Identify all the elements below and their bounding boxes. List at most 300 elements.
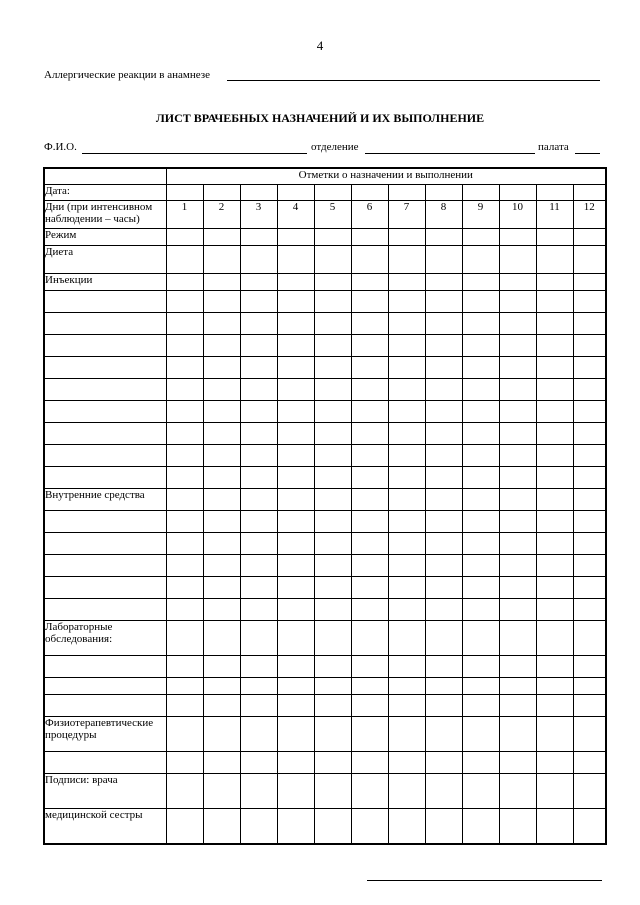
mark-cell[interactable]: [277, 808, 314, 844]
mark-cell[interactable]: [203, 228, 240, 245]
mark-cell[interactable]: [166, 488, 203, 510]
mark-cell[interactable]: [166, 620, 203, 655]
mark-cell[interactable]: [573, 466, 606, 488]
mark-cell[interactable]: [536, 716, 573, 751]
mark-cell[interactable]: [425, 334, 462, 356]
mark-cell[interactable]: [388, 620, 425, 655]
mark-cell[interactable]: [425, 751, 462, 773]
date-cell[interactable]: [499, 184, 536, 200]
mark-cell[interactable]: [351, 532, 388, 554]
mark-cell[interactable]: [314, 400, 351, 422]
mark-cell[interactable]: [203, 422, 240, 444]
mark-cell[interactable]: [351, 576, 388, 598]
mark-cell[interactable]: [388, 716, 425, 751]
mark-cell[interactable]: [277, 598, 314, 620]
mark-cell[interactable]: [462, 245, 499, 273]
mark-cell[interactable]: [203, 488, 240, 510]
ward-line[interactable]: [575, 153, 600, 154]
mark-cell[interactable]: [462, 466, 499, 488]
entry-name-cell[interactable]: [44, 312, 166, 334]
mark-cell[interactable]: [314, 554, 351, 576]
mark-cell[interactable]: [203, 598, 240, 620]
mark-cell[interactable]: [425, 655, 462, 677]
mark-cell[interactable]: [166, 228, 203, 245]
mark-cell[interactable]: [351, 334, 388, 356]
mark-cell[interactable]: [314, 245, 351, 273]
mark-cell[interactable]: [351, 400, 388, 422]
mark-cell[interactable]: [499, 312, 536, 334]
mark-cell[interactable]: [240, 228, 277, 245]
mark-cell[interactable]: [425, 808, 462, 844]
mark-cell[interactable]: [388, 290, 425, 312]
mark-cell[interactable]: [351, 312, 388, 334]
mark-cell[interactable]: [277, 677, 314, 694]
mark-cell[interactable]: [388, 312, 425, 334]
mark-cell[interactable]: [462, 334, 499, 356]
mark-cell[interactable]: [166, 532, 203, 554]
mark-cell[interactable]: [314, 334, 351, 356]
mark-cell[interactable]: [573, 677, 606, 694]
mark-cell[interactable]: [573, 510, 606, 532]
mark-cell[interactable]: [573, 694, 606, 716]
mark-cell[interactable]: [240, 716, 277, 751]
mark-cell[interactable]: [314, 620, 351, 655]
entry-name-cell[interactable]: [44, 400, 166, 422]
mark-cell[interactable]: [462, 576, 499, 598]
mark-cell[interactable]: [573, 356, 606, 378]
mark-cell[interactable]: [166, 378, 203, 400]
mark-cell[interactable]: [277, 655, 314, 677]
mark-cell[interactable]: [314, 576, 351, 598]
mark-cell[interactable]: [536, 488, 573, 510]
mark-cell[interactable]: [462, 598, 499, 620]
mark-cell[interactable]: [166, 400, 203, 422]
mark-cell[interactable]: [536, 576, 573, 598]
mark-cell[interactable]: [462, 751, 499, 773]
mark-cell[interactable]: [425, 290, 462, 312]
mark-cell[interactable]: [499, 444, 536, 466]
mark-cell[interactable]: [499, 554, 536, 576]
mark-cell[interactable]: [351, 466, 388, 488]
mark-cell[interactable]: [314, 356, 351, 378]
mark-cell[interactable]: [240, 532, 277, 554]
mark-cell[interactable]: [573, 620, 606, 655]
mark-cell[interactable]: [203, 466, 240, 488]
mark-cell[interactable]: [536, 773, 573, 808]
mark-cell[interactable]: [203, 356, 240, 378]
mark-cell[interactable]: [573, 655, 606, 677]
mark-cell[interactable]: [536, 466, 573, 488]
mark-cell[interactable]: [277, 751, 314, 773]
mark-cell[interactable]: [536, 228, 573, 245]
mark-cell[interactable]: [573, 716, 606, 751]
mark-cell[interactable]: [203, 677, 240, 694]
mark-cell[interactable]: [351, 378, 388, 400]
mark-cell[interactable]: [277, 356, 314, 378]
mark-cell[interactable]: [240, 488, 277, 510]
mark-cell[interactable]: [573, 532, 606, 554]
date-cell[interactable]: [314, 184, 351, 200]
mark-cell[interactable]: [462, 422, 499, 444]
mark-cell[interactable]: [203, 334, 240, 356]
mark-cell[interactable]: [425, 773, 462, 808]
mark-cell[interactable]: [499, 422, 536, 444]
mark-cell[interactable]: [166, 334, 203, 356]
entry-name-cell[interactable]: [44, 334, 166, 356]
mark-cell[interactable]: [277, 773, 314, 808]
mark-cell[interactable]: [462, 510, 499, 532]
mark-cell[interactable]: [499, 576, 536, 598]
mark-cell[interactable]: [499, 773, 536, 808]
mark-cell[interactable]: [240, 773, 277, 808]
entry-name-cell[interactable]: [44, 677, 166, 694]
mark-cell[interactable]: [166, 773, 203, 808]
mark-cell[interactable]: [277, 576, 314, 598]
mark-cell[interactable]: [462, 312, 499, 334]
mark-cell[interactable]: [462, 228, 499, 245]
mark-cell[interactable]: [425, 576, 462, 598]
mark-cell[interactable]: [388, 773, 425, 808]
mark-cell[interactable]: [351, 694, 388, 716]
mark-cell[interactable]: [277, 378, 314, 400]
mark-cell[interactable]: [573, 245, 606, 273]
mark-cell[interactable]: [388, 677, 425, 694]
mark-cell[interactable]: [314, 312, 351, 334]
mark-cell[interactable]: [351, 245, 388, 273]
entry-name-cell[interactable]: [44, 655, 166, 677]
mark-cell[interactable]: [203, 694, 240, 716]
mark-cell[interactable]: [203, 273, 240, 290]
mark-cell[interactable]: [425, 356, 462, 378]
mark-cell[interactable]: [166, 598, 203, 620]
mark-cell[interactable]: [166, 808, 203, 844]
mark-cell[interactable]: [203, 655, 240, 677]
mark-cell[interactable]: [240, 422, 277, 444]
mark-cell[interactable]: [314, 773, 351, 808]
mark-cell[interactable]: [351, 677, 388, 694]
mark-cell[interactable]: [573, 773, 606, 808]
mark-cell[interactable]: [277, 290, 314, 312]
entry-name-cell[interactable]: [44, 554, 166, 576]
mark-cell[interactable]: [351, 356, 388, 378]
mark-cell[interactable]: [314, 290, 351, 312]
mark-cell[interactable]: [277, 466, 314, 488]
mark-cell[interactable]: [240, 554, 277, 576]
mark-cell[interactable]: [314, 694, 351, 716]
mark-cell[interactable]: [388, 422, 425, 444]
mark-cell[interactable]: [425, 273, 462, 290]
mark-cell[interactable]: [536, 620, 573, 655]
mark-cell[interactable]: [351, 716, 388, 751]
mark-cell[interactable]: [240, 273, 277, 290]
mark-cell[interactable]: [573, 488, 606, 510]
mark-cell[interactable]: [388, 488, 425, 510]
mark-cell[interactable]: [499, 694, 536, 716]
date-cell[interactable]: [536, 184, 573, 200]
mark-cell[interactable]: [425, 677, 462, 694]
mark-cell[interactable]: [462, 554, 499, 576]
date-cell[interactable]: [573, 184, 606, 200]
mark-cell[interactable]: [314, 510, 351, 532]
mark-cell[interactable]: [425, 245, 462, 273]
mark-cell[interactable]: [166, 245, 203, 273]
mark-cell[interactable]: [314, 716, 351, 751]
mark-cell[interactable]: [425, 422, 462, 444]
mark-cell[interactable]: [314, 378, 351, 400]
mark-cell[interactable]: [462, 655, 499, 677]
mark-cell[interactable]: [240, 510, 277, 532]
mark-cell[interactable]: [536, 290, 573, 312]
mark-cell[interactable]: [388, 694, 425, 716]
mark-cell[interactable]: [536, 378, 573, 400]
mark-cell[interactable]: [166, 554, 203, 576]
mark-cell[interactable]: [277, 488, 314, 510]
mark-cell[interactable]: [351, 554, 388, 576]
mark-cell[interactable]: [462, 400, 499, 422]
mark-cell[interactable]: [536, 400, 573, 422]
mark-cell[interactable]: [203, 290, 240, 312]
mark-cell[interactable]: [536, 554, 573, 576]
mark-cell[interactable]: [203, 751, 240, 773]
entry-name-cell[interactable]: [44, 444, 166, 466]
mark-cell[interactable]: [573, 751, 606, 773]
mark-cell[interactable]: [240, 400, 277, 422]
mark-cell[interactable]: [388, 245, 425, 273]
entry-name-cell[interactable]: [44, 576, 166, 598]
mark-cell[interactable]: [462, 773, 499, 808]
mark-cell[interactable]: [462, 694, 499, 716]
mark-cell[interactable]: [499, 245, 536, 273]
department-line[interactable]: [365, 153, 535, 154]
mark-cell[interactable]: [499, 532, 536, 554]
mark-cell[interactable]: [536, 312, 573, 334]
mark-cell[interactable]: [240, 245, 277, 273]
mark-cell[interactable]: [462, 808, 499, 844]
mark-cell[interactable]: [166, 466, 203, 488]
date-cell[interactable]: [351, 184, 388, 200]
mark-cell[interactable]: [388, 334, 425, 356]
mark-cell[interactable]: [499, 751, 536, 773]
mark-cell[interactable]: [536, 694, 573, 716]
mark-cell[interactable]: [499, 356, 536, 378]
mark-cell[interactable]: [388, 576, 425, 598]
mark-cell[interactable]: [277, 716, 314, 751]
mark-cell[interactable]: [536, 598, 573, 620]
mark-cell[interactable]: [277, 620, 314, 655]
mark-cell[interactable]: [351, 510, 388, 532]
mark-cell[interactable]: [277, 245, 314, 273]
mark-cell[interactable]: [277, 444, 314, 466]
mark-cell[interactable]: [499, 677, 536, 694]
mark-cell[interactable]: [240, 576, 277, 598]
mark-cell[interactable]: [536, 532, 573, 554]
mark-cell[interactable]: [388, 444, 425, 466]
date-cell[interactable]: [203, 184, 240, 200]
mark-cell[interactable]: [462, 716, 499, 751]
mark-cell[interactable]: [166, 655, 203, 677]
entry-name-cell[interactable]: [44, 290, 166, 312]
mark-cell[interactable]: [536, 334, 573, 356]
mark-cell[interactable]: [351, 290, 388, 312]
mark-cell[interactable]: [314, 532, 351, 554]
mark-cell[interactable]: [425, 444, 462, 466]
mark-cell[interactable]: [351, 751, 388, 773]
entry-name-cell[interactable]: [44, 378, 166, 400]
entry-name-cell[interactable]: [44, 356, 166, 378]
mark-cell[interactable]: [425, 400, 462, 422]
mark-cell[interactable]: [277, 694, 314, 716]
mark-cell[interactable]: [388, 378, 425, 400]
mark-cell[interactable]: [425, 466, 462, 488]
date-cell[interactable]: [166, 184, 203, 200]
mark-cell[interactable]: [240, 620, 277, 655]
mark-cell[interactable]: [499, 808, 536, 844]
mark-cell[interactable]: [388, 751, 425, 773]
mark-cell[interactable]: [462, 356, 499, 378]
mark-cell[interactable]: [166, 677, 203, 694]
mark-cell[interactable]: [351, 655, 388, 677]
mark-cell[interactable]: [536, 677, 573, 694]
mark-cell[interactable]: [351, 273, 388, 290]
mark-cell[interactable]: [425, 620, 462, 655]
mark-cell[interactable]: [388, 466, 425, 488]
mark-cell[interactable]: [425, 532, 462, 554]
mark-cell[interactable]: [203, 620, 240, 655]
mark-cell[interactable]: [499, 228, 536, 245]
mark-cell[interactable]: [425, 312, 462, 334]
mark-cell[interactable]: [388, 554, 425, 576]
mark-cell[interactable]: [166, 422, 203, 444]
mark-cell[interactable]: [277, 228, 314, 245]
mark-cell[interactable]: [499, 488, 536, 510]
mark-cell[interactable]: [314, 273, 351, 290]
mark-cell[interactable]: [499, 598, 536, 620]
mark-cell[interactable]: [573, 444, 606, 466]
mark-cell[interactable]: [240, 655, 277, 677]
mark-cell[interactable]: [166, 716, 203, 751]
entry-name-cell[interactable]: [44, 598, 166, 620]
mark-cell[interactable]: [536, 273, 573, 290]
mark-cell[interactable]: [388, 228, 425, 245]
mark-cell[interactable]: [425, 228, 462, 245]
mark-cell[interactable]: [499, 334, 536, 356]
mark-cell[interactable]: [388, 356, 425, 378]
mark-cell[interactable]: [240, 334, 277, 356]
mark-cell[interactable]: [573, 598, 606, 620]
mark-cell[interactable]: [573, 273, 606, 290]
mark-cell[interactable]: [573, 378, 606, 400]
mark-cell[interactable]: [536, 751, 573, 773]
mark-cell[interactable]: [425, 378, 462, 400]
mark-cell[interactable]: [388, 273, 425, 290]
mark-cell[interactable]: [573, 312, 606, 334]
mark-cell[interactable]: [388, 655, 425, 677]
mark-cell[interactable]: [314, 677, 351, 694]
mark-cell[interactable]: [573, 554, 606, 576]
mark-cell[interactable]: [351, 620, 388, 655]
mark-cell[interactable]: [499, 510, 536, 532]
mark-cell[interactable]: [573, 400, 606, 422]
allergy-line[interactable]: [227, 80, 600, 81]
mark-cell[interactable]: [351, 773, 388, 808]
mark-cell[interactable]: [425, 488, 462, 510]
mark-cell[interactable]: [166, 751, 203, 773]
mark-cell[interactable]: [277, 273, 314, 290]
mark-cell[interactable]: [166, 576, 203, 598]
mark-cell[interactable]: [203, 378, 240, 400]
mark-cell[interactable]: [499, 620, 536, 655]
mark-cell[interactable]: [240, 312, 277, 334]
mark-cell[interactable]: [203, 554, 240, 576]
mark-cell[interactable]: [573, 228, 606, 245]
mark-cell[interactable]: [277, 532, 314, 554]
mark-cell[interactable]: [499, 400, 536, 422]
mark-cell[interactable]: [314, 751, 351, 773]
mark-cell[interactable]: [314, 488, 351, 510]
mark-cell[interactable]: [277, 510, 314, 532]
mark-cell[interactable]: [536, 356, 573, 378]
mark-cell[interactable]: [203, 312, 240, 334]
mark-cell[interactable]: [351, 422, 388, 444]
date-cell[interactable]: [462, 184, 499, 200]
mark-cell[interactable]: [425, 510, 462, 532]
mark-cell[interactable]: [203, 576, 240, 598]
mark-cell[interactable]: [499, 378, 536, 400]
mark-cell[interactable]: [203, 808, 240, 844]
mark-cell[interactable]: [277, 312, 314, 334]
mark-cell[interactable]: [425, 554, 462, 576]
mark-cell[interactable]: [499, 655, 536, 677]
mark-cell[interactable]: [536, 245, 573, 273]
mark-cell[interactable]: [351, 228, 388, 245]
date-cell[interactable]: [425, 184, 462, 200]
mark-cell[interactable]: [462, 290, 499, 312]
mark-cell[interactable]: [203, 510, 240, 532]
mark-cell[interactable]: [462, 620, 499, 655]
mark-cell[interactable]: [425, 694, 462, 716]
mark-cell[interactable]: [351, 598, 388, 620]
mark-cell[interactable]: [351, 488, 388, 510]
mark-cell[interactable]: [203, 532, 240, 554]
entry-name-cell[interactable]: [44, 694, 166, 716]
mark-cell[interactable]: [499, 290, 536, 312]
mark-cell[interactable]: [462, 677, 499, 694]
mark-cell[interactable]: [277, 554, 314, 576]
date-cell[interactable]: [388, 184, 425, 200]
entry-name-cell[interactable]: [44, 751, 166, 773]
mark-cell[interactable]: [314, 444, 351, 466]
entry-name-cell[interactable]: [44, 466, 166, 488]
mark-cell[interactable]: [240, 290, 277, 312]
mark-cell[interactable]: [314, 466, 351, 488]
fio-line[interactable]: [82, 153, 307, 154]
mark-cell[interactable]: [166, 694, 203, 716]
mark-cell[interactable]: [240, 677, 277, 694]
mark-cell[interactable]: [203, 444, 240, 466]
entry-name-cell[interactable]: [44, 532, 166, 554]
mark-cell[interactable]: [314, 422, 351, 444]
mark-cell[interactable]: [240, 378, 277, 400]
mark-cell[interactable]: [203, 773, 240, 808]
mark-cell[interactable]: [425, 716, 462, 751]
mark-cell[interactable]: [203, 400, 240, 422]
mark-cell[interactable]: [388, 598, 425, 620]
mark-cell[interactable]: [536, 422, 573, 444]
mark-cell[interactable]: [277, 422, 314, 444]
mark-cell[interactable]: [166, 444, 203, 466]
mark-cell[interactable]: [203, 716, 240, 751]
mark-cell[interactable]: [166, 356, 203, 378]
